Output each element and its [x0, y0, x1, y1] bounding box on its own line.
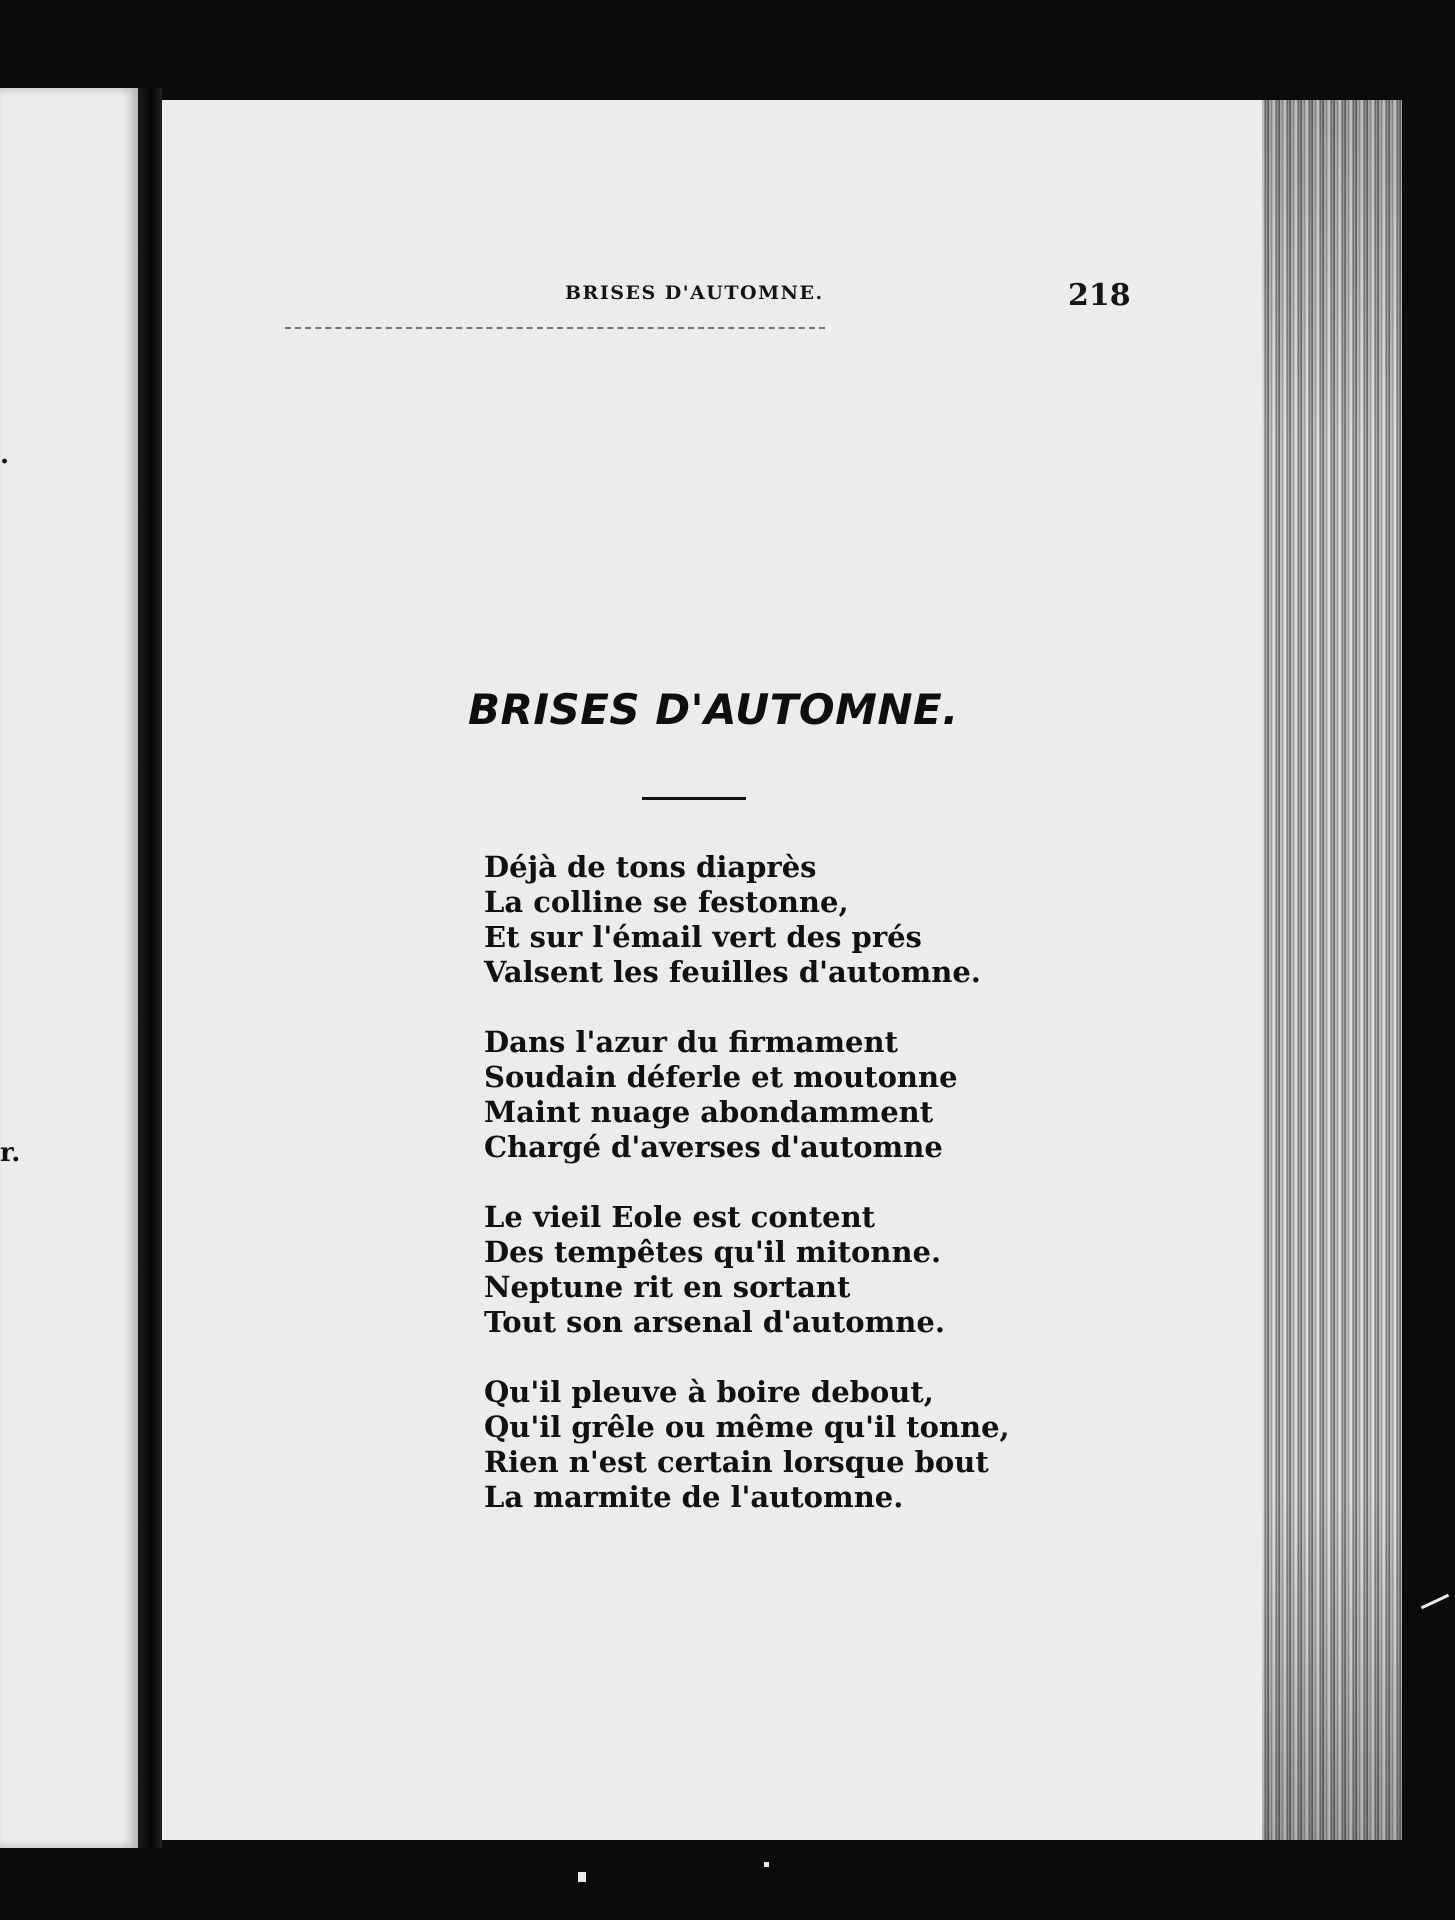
verse-line: Valsent les feuilles d'automne.: [484, 955, 981, 989]
verse-line: Soudain déferle et moutonne: [484, 1060, 958, 1094]
previous-page-text-fragment: r.: [0, 1138, 21, 1168]
verse-line: Qu'il pleuve à boire debout,: [484, 1375, 934, 1409]
verse-line: Qu'il grêle ou même qu'il tonne,: [484, 1410, 1010, 1444]
title-rule: [642, 797, 746, 800]
poem-body: [484, 850, 1010, 1550]
verse-line: Déjà de tons diaprès: [484, 850, 817, 884]
stanza: [484, 1025, 1010, 1165]
stanza: [484, 1200, 1010, 1340]
previous-page-edge: [0, 88, 138, 1848]
verse-line: Chargé d'averses d'automne: [484, 1130, 943, 1164]
running-head: BRISES D'AUTOMNE.: [565, 282, 824, 304]
book-gutter: [138, 88, 162, 1848]
poem-title: BRISES D'AUTOMNE.: [468, 685, 959, 734]
verse-line: Tout son arsenal d'automne.: [484, 1305, 945, 1339]
page-number: 218: [1068, 278, 1131, 313]
verse-line: Des tempêtes qu'il mitonne.: [484, 1235, 942, 1269]
verse-line: La marmite de l'automne.: [484, 1480, 904, 1514]
stanza: [484, 850, 1010, 990]
verse-line: Et sur l'émail vert des prés: [484, 920, 922, 954]
verse-line: Maint nuage abondamment: [484, 1095, 934, 1129]
stanza: [484, 1375, 1010, 1515]
verse-line: Neptune rit en sortant: [484, 1270, 851, 1304]
verse-line: Le vieil Eole est content: [484, 1200, 876, 1234]
previous-page-text-fragment: .: [0, 440, 10, 470]
scan-artifact: [764, 1862, 769, 1867]
page-stack-fore-edge: [1262, 100, 1402, 1840]
scan-artifact: [578, 1872, 586, 1882]
verse-line: Dans l'azur du firmament: [484, 1025, 898, 1059]
scan-artifact: [1421, 1594, 1449, 1609]
verse-line: Rien n'est certain lorsque bout: [484, 1445, 989, 1479]
header-rule: [285, 327, 825, 329]
verse-line: La colline se festonne,: [484, 885, 849, 919]
